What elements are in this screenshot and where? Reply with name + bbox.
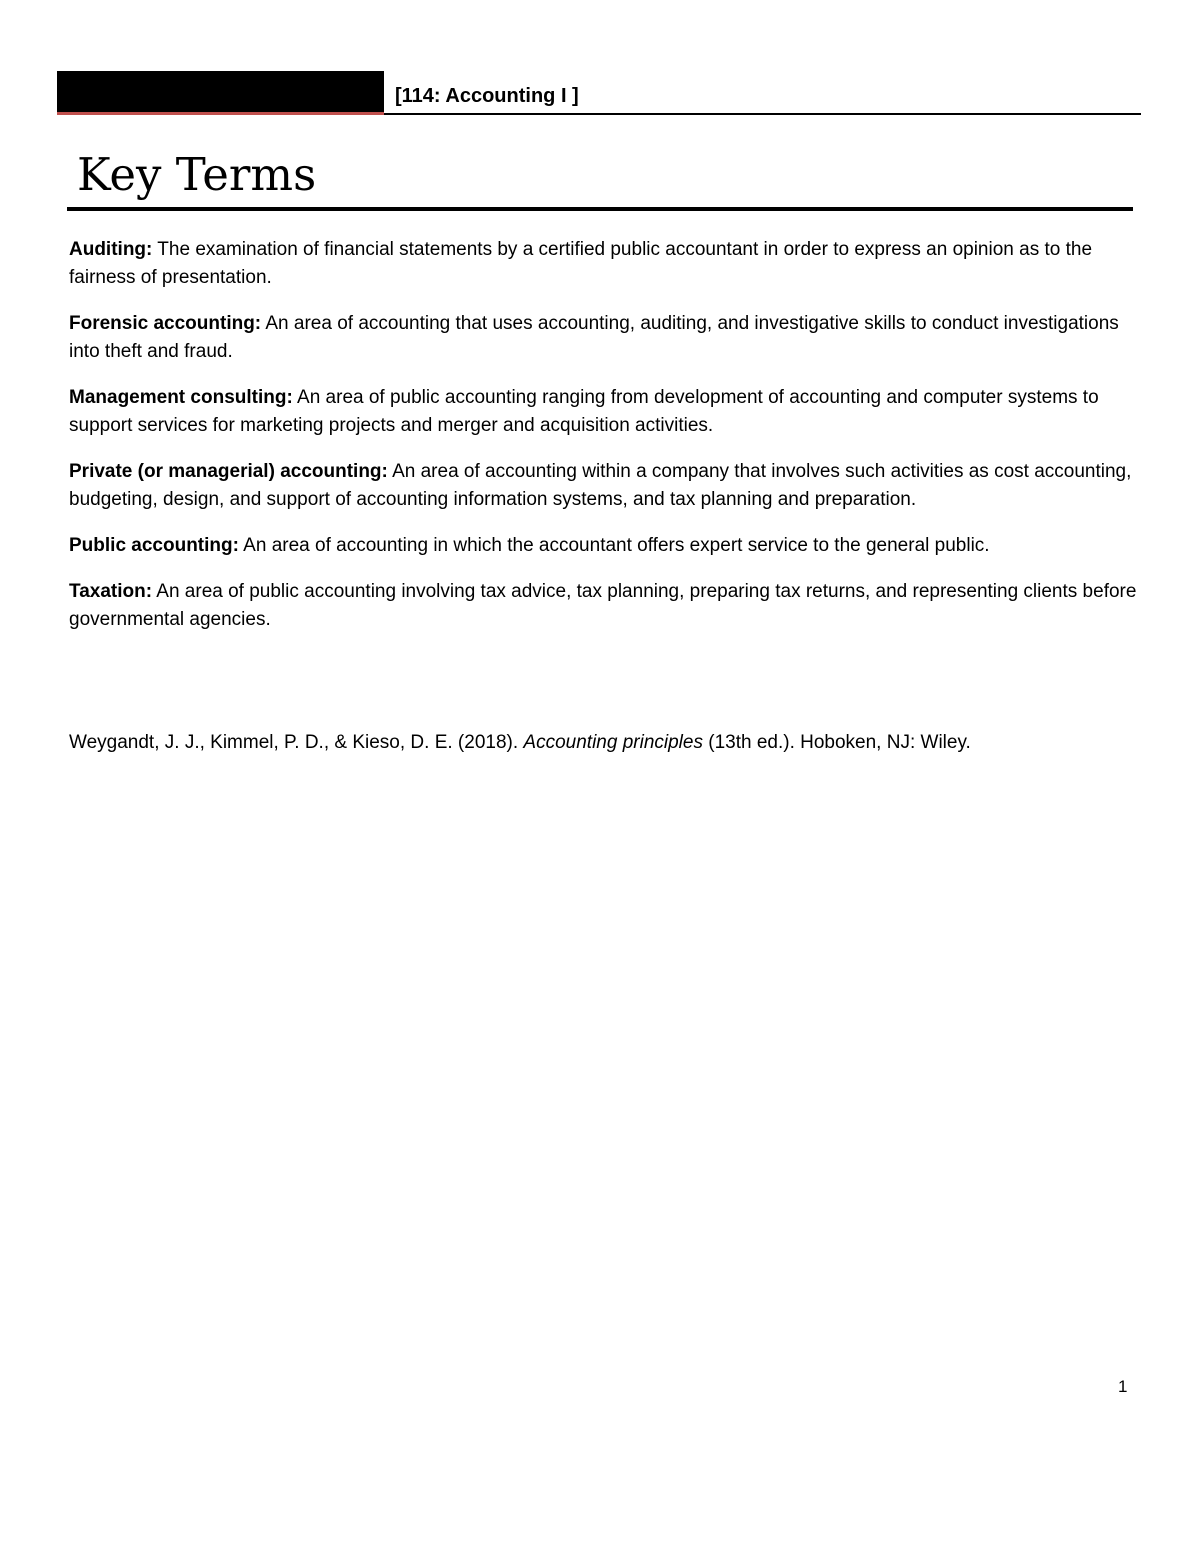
key-terms-list <box>69 236 1139 652</box>
term-private-accounting <box>69 458 1139 514</box>
course-title: [114: Accounting I ] <box>395 85 579 107</box>
term-definition: An area of public accounting involving tax advice, tax planning, preparing tax returns, and representing clients before governmental agencies. <box>69 581 1137 630</box>
header-accent-line <box>57 112 384 115</box>
term-name: Taxation: <box>69 581 153 602</box>
term-name: Forensic accounting: <box>69 313 262 334</box>
term-public-accounting <box>69 532 1139 560</box>
term-definition: An area of accounting in which the accountant offers expert service to the general public. <box>238 535 990 556</box>
term-name: Auditing: <box>69 239 153 260</box>
term-auditing <box>69 236 1139 292</box>
header-rule <box>384 113 1141 115</box>
reference-book-title: Accounting principles <box>523 732 703 753</box>
term-definition: The examination of financial statements by a certified public accountant in order to express an opinion as to the fairness of presentation. <box>69 239 1093 288</box>
term-forensic-accounting <box>69 310 1139 366</box>
term-definition: An area of accounting that uses accounting, auditing, and investigative skills to conduct investigations into theft and fraud. <box>69 313 1119 362</box>
term-definition: An area of accounting within a company that involves such activities as cost accounting, budgeting, design, and support of accounting information systems, and tax planning and preparation. <box>69 461 1132 510</box>
page-number: 1 <box>1118 1377 1128 1396</box>
term-definition: An area of public accounting ranging from development of accounting and computer systems to support services for marketing projects and merger and acquisition activities. <box>69 387 1099 436</box>
term-taxation <box>69 578 1139 634</box>
term-name: Public accounting: <box>69 535 239 556</box>
reference-citation <box>69 729 1139 757</box>
title-rule <box>67 207 1133 211</box>
reference-authors: Weygandt, J. J., Kimmel, P. D., & Kieso, D. E. (2018). <box>69 732 524 753</box>
page-title: Key Terms <box>77 148 317 201</box>
header-black-bar <box>57 71 384 113</box>
term-name: Management consulting: <box>69 387 293 408</box>
term-management-consulting <box>69 384 1139 440</box>
term-name: Private (or managerial) accounting: <box>69 461 388 482</box>
reference-publisher: (13th ed.). Hoboken, NJ: Wiley. <box>702 732 971 753</box>
